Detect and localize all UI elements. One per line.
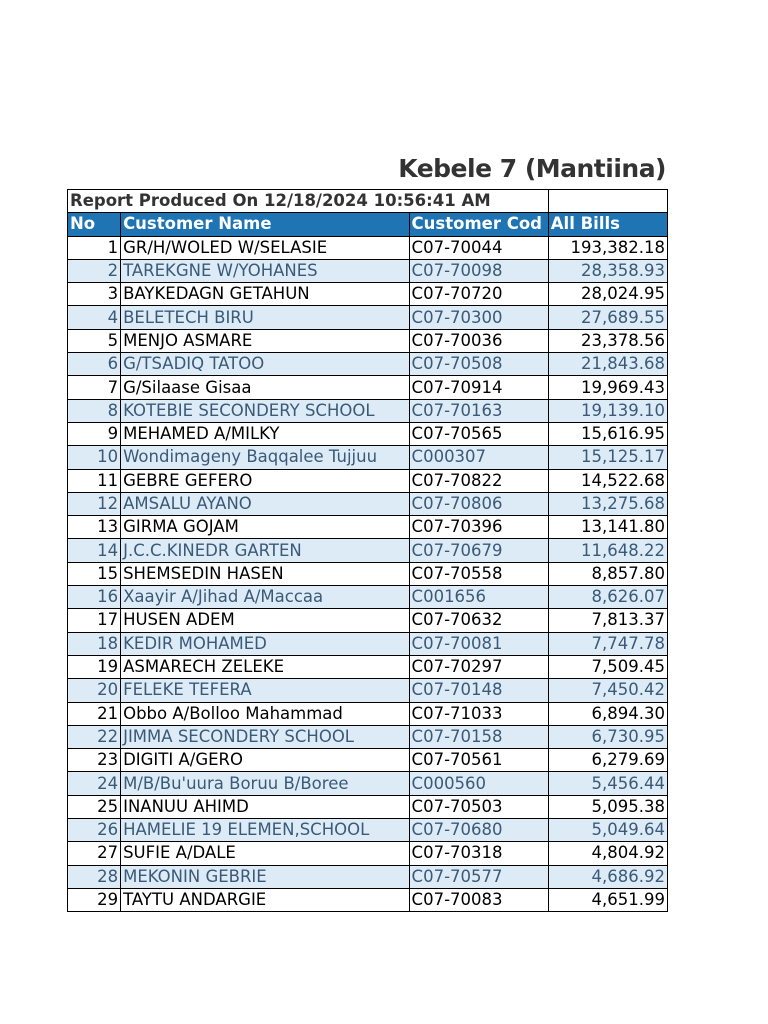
cell-customer-code: C07-70914 xyxy=(409,376,548,399)
cell-no: 8 xyxy=(68,399,121,422)
table-row xyxy=(68,702,668,725)
cell-customer-name: G/TSADIQ TATOO xyxy=(121,353,409,376)
cell-no: 21 xyxy=(68,702,121,725)
cell-all-bills: 4,651.99 xyxy=(548,888,667,911)
cell-all-bills: 7,747.78 xyxy=(548,632,667,655)
table-row xyxy=(68,353,668,376)
cell-all-bills: 8,857.80 xyxy=(548,562,667,585)
cell-customer-code: C07-70680 xyxy=(409,819,548,842)
table-body xyxy=(68,190,668,912)
cell-customer-name: GEBRE GEFERO xyxy=(121,469,409,492)
cell-customer-code: C07-70083 xyxy=(409,888,548,911)
cell-no: 26 xyxy=(68,819,121,842)
cell-customer-code: C07-70300 xyxy=(409,306,548,329)
cell-customer-code: C07-70396 xyxy=(409,516,548,539)
cell-all-bills: 19,139.10 xyxy=(548,399,667,422)
cell-no: 10 xyxy=(68,446,121,469)
cell-customer-code: C07-70081 xyxy=(409,632,548,655)
table-row xyxy=(68,888,668,911)
cell-customer-name: HUSEN ADEM xyxy=(121,609,409,632)
table-row xyxy=(68,865,668,888)
cell-no: 22 xyxy=(68,725,121,748)
cell-customer-code: C07-70577 xyxy=(409,865,548,888)
table-row xyxy=(68,422,668,445)
cell-all-bills: 193,382.18 xyxy=(548,236,667,259)
table-row xyxy=(68,469,668,492)
cell-no: 23 xyxy=(68,749,121,772)
cell-customer-name: SHEMSEDIN HASEN xyxy=(121,562,409,585)
cell-customer-name: Wondimageny Baqqalee Tujjuu xyxy=(121,446,409,469)
cell-customer-code: C07-70508 xyxy=(409,353,548,376)
cell-all-bills: 5,095.38 xyxy=(548,795,667,818)
cell-no: 14 xyxy=(68,539,121,562)
cell-no: 16 xyxy=(68,586,121,609)
cell-customer-name: MEKONIN GEBRIE xyxy=(121,865,409,888)
cell-all-bills: 4,804.92 xyxy=(548,842,667,865)
header-no: No xyxy=(68,213,121,236)
cell-all-bills: 15,125.17 xyxy=(548,446,667,469)
cell-no: 18 xyxy=(68,632,121,655)
cell-all-bills: 27,689.55 xyxy=(548,306,667,329)
cell-all-bills: 4,686.92 xyxy=(548,865,667,888)
cell-no: 5 xyxy=(68,329,121,352)
cell-all-bills: 13,275.68 xyxy=(548,492,667,515)
cell-customer-code: C07-70565 xyxy=(409,422,548,445)
table-row xyxy=(68,562,668,585)
cell-customer-name: GR/H/WOLED W/SELASIE xyxy=(121,236,409,259)
table-row xyxy=(68,795,668,818)
cell-all-bills: 13,141.80 xyxy=(548,516,667,539)
table-row xyxy=(68,586,668,609)
cell-customer-name: HAMELIE 19 ELEMEN,SCHOOL xyxy=(121,819,409,842)
table-row xyxy=(68,492,668,515)
report-produced-row xyxy=(68,190,668,213)
header-customer-code: Customer Cod xyxy=(409,213,548,236)
table-row xyxy=(68,446,668,469)
header-customer-name: Customer Name xyxy=(121,213,409,236)
table-row xyxy=(68,516,668,539)
cell-customer-code: C000560 xyxy=(409,772,548,795)
cell-no: 13 xyxy=(68,516,121,539)
cell-all-bills: 6,730.95 xyxy=(548,725,667,748)
cell-customer-code: C07-70158 xyxy=(409,725,548,748)
cell-customer-name: TAREKGNE W/YOHANES xyxy=(121,259,409,282)
report-produced-label: Report Produced On 12/18/2024 10:56:41 AM xyxy=(68,190,549,213)
cell-customer-code: C07-70148 xyxy=(409,679,548,702)
header-all-bills: All Bills xyxy=(548,213,667,236)
cell-customer-name: Obbo A/Bolloo Mahammad xyxy=(121,702,409,725)
cell-no: 20 xyxy=(68,679,121,702)
cell-customer-name: KOTEBIE SECONDERY SCHOOL xyxy=(121,399,409,422)
cell-no: 7 xyxy=(68,376,121,399)
table-row xyxy=(68,399,668,422)
cell-customer-code: C07-70632 xyxy=(409,609,548,632)
cell-all-bills: 5,049.64 xyxy=(548,819,667,842)
cell-customer-code: C07-70679 xyxy=(409,539,548,562)
cell-customer-name: Xaayir A/Jihad A/Maccaa xyxy=(121,586,409,609)
cell-customer-name: AMSALU AYANO xyxy=(121,492,409,515)
cell-no: 9 xyxy=(68,422,121,445)
table-row xyxy=(68,679,668,702)
cell-all-bills: 7,509.45 xyxy=(548,655,667,678)
table-row xyxy=(68,819,668,842)
cell-customer-name: BELETECH BIRU xyxy=(121,306,409,329)
cell-customer-code: C07-70503 xyxy=(409,795,548,818)
cell-no: 24 xyxy=(68,772,121,795)
table-row xyxy=(68,632,668,655)
cell-customer-name: J.C.C.KINEDR GARTEN xyxy=(121,539,409,562)
table-row xyxy=(68,259,668,282)
cell-customer-code: C000307 xyxy=(409,446,548,469)
cell-all-bills: 11,648.22 xyxy=(548,539,667,562)
cell-customer-code: C001656 xyxy=(409,586,548,609)
cell-customer-name: BAYKEDAGN GETAHUN xyxy=(121,283,409,306)
cell-customer-code: C07-70297 xyxy=(409,655,548,678)
table-row xyxy=(68,236,668,259)
cell-customer-code: C07-70806 xyxy=(409,492,548,515)
cell-no: 25 xyxy=(68,795,121,818)
cell-all-bills: 6,894.30 xyxy=(548,702,667,725)
cell-customer-code: C07-70561 xyxy=(409,749,548,772)
cell-all-bills: 28,358.93 xyxy=(548,259,667,282)
cell-customer-name: ASMARECH ZELEKE xyxy=(121,655,409,678)
table-row xyxy=(68,655,668,678)
table-row xyxy=(68,306,668,329)
cell-no: 4 xyxy=(68,306,121,329)
table-row xyxy=(68,283,668,306)
cell-no: 28 xyxy=(68,865,121,888)
cell-all-bills: 15,616.95 xyxy=(548,422,667,445)
cell-customer-code: C07-70822 xyxy=(409,469,548,492)
cell-no: 2 xyxy=(68,259,121,282)
cell-no: 6 xyxy=(68,353,121,376)
cell-customer-name: G/Silaase Gisaa xyxy=(121,376,409,399)
table-row xyxy=(68,749,668,772)
cell-customer-code: C07-70044 xyxy=(409,236,548,259)
table-row xyxy=(68,842,668,865)
cell-customer-name: JIMMA SECONDERY SCHOOL xyxy=(121,725,409,748)
cell-customer-name: MEHAMED A/MILKY xyxy=(121,422,409,445)
cell-customer-code: C07-70558 xyxy=(409,562,548,585)
cell-customer-code: C07-70318 xyxy=(409,842,548,865)
cell-no: 12 xyxy=(68,492,121,515)
table-row xyxy=(68,772,668,795)
cell-customer-name: FELEKE TEFERA xyxy=(121,679,409,702)
cell-all-bills: 21,843.68 xyxy=(548,353,667,376)
cell-customer-name: INANUU AHIMD xyxy=(121,795,409,818)
cell-all-bills: 23,378.56 xyxy=(548,329,667,352)
cell-no: 17 xyxy=(68,609,121,632)
cell-all-bills: 7,450.42 xyxy=(548,679,667,702)
cell-all-bills: 7,813.37 xyxy=(548,609,667,632)
cell-customer-name: SUFIE A/DALE xyxy=(121,842,409,865)
cell-all-bills: 14,522.68 xyxy=(548,469,667,492)
table-header-row xyxy=(68,213,668,236)
cell-no: 3 xyxy=(68,283,121,306)
cell-customer-code: C07-70098 xyxy=(409,259,548,282)
report-title: Kebele 7 (Mantiina) xyxy=(398,154,666,183)
cell-customer-name: TAYTU ANDARGIE xyxy=(121,888,409,911)
customer-bills-table xyxy=(67,189,668,912)
table-row xyxy=(68,329,668,352)
table-row xyxy=(68,376,668,399)
cell-all-bills: 8,626.07 xyxy=(548,586,667,609)
report-produced-empty-cell xyxy=(548,190,667,213)
table-row xyxy=(68,725,668,748)
cell-customer-name: MENJO ASMARE xyxy=(121,329,409,352)
cell-customer-code: C07-70720 xyxy=(409,283,548,306)
table-row xyxy=(68,539,668,562)
cell-no: 15 xyxy=(68,562,121,585)
cell-no: 29 xyxy=(68,888,121,911)
table-row xyxy=(68,609,668,632)
cell-no: 19 xyxy=(68,655,121,678)
cell-customer-code: C07-70163 xyxy=(409,399,548,422)
cell-no: 11 xyxy=(68,469,121,492)
cell-all-bills: 19,969.43 xyxy=(548,376,667,399)
cell-customer-name: GIRMA GOJAM xyxy=(121,516,409,539)
cell-all-bills: 5,456.44 xyxy=(548,772,667,795)
cell-customer-code: C07-71033 xyxy=(409,702,548,725)
cell-customer-code: C07-70036 xyxy=(409,329,548,352)
cell-all-bills: 6,279.69 xyxy=(548,749,667,772)
cell-customer-name: DIGITI A/GERO xyxy=(121,749,409,772)
cell-customer-name: M/B/Bu'uura Boruu B/Boree xyxy=(121,772,409,795)
cell-customer-name: KEDIR MOHAMED xyxy=(121,632,409,655)
cell-no: 27 xyxy=(68,842,121,865)
cell-no: 1 xyxy=(68,236,121,259)
cell-all-bills: 28,024.95 xyxy=(548,283,667,306)
